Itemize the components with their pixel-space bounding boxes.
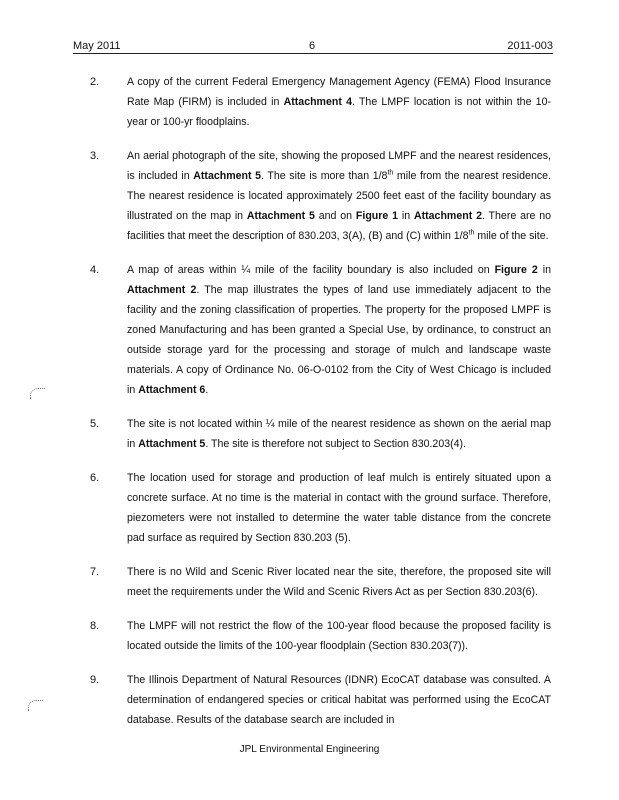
hole-punch-mark	[30, 388, 45, 399]
list-item	[0, 414, 619, 454]
figure-reference: Figure 1	[355, 210, 399, 222]
item-text: The Illinois Department of Natural Resources (IDNR) EcoCAT database was consulted. A determination of endangered species or critical habitat was performed using the EcoCAT database. Results of the database search are included in	[127, 674, 551, 726]
item-number: 4.	[90, 264, 100, 276]
header-page-number: 6	[309, 40, 316, 52]
item-text: There is no Wild and Scenic River located near the site, therefore, the proposed site will meet the requirements under the Wild and Scenic Rivers Act as per Section 830.203(6).	[127, 566, 551, 598]
item-number: 9.	[90, 674, 100, 686]
item-number: 6.	[90, 472, 100, 484]
header-rule	[73, 53, 553, 54]
item-text: The location used for storage and production of leaf mulch is entirely situated upon a concrete surface. At no time is the material in contact with the ground surface. Therefore, piezometers were not installed to determine the water table distance from the concrete pad surface as required by Section 830.203 (5).	[127, 472, 551, 544]
attachment-reference: Attachment 2	[413, 210, 482, 222]
item-number: 3.	[90, 150, 100, 162]
item-text: The LMPF will not restrict the flow of the 100-year flood because the proposed facility is located outside the limits of the 100-year floodplain (Section 830.203(7)).	[127, 620, 551, 652]
list-item	[0, 468, 619, 548]
attachment-reference: Attachment 4	[283, 96, 352, 108]
header-date: May 2011	[73, 40, 121, 52]
list-item	[0, 72, 619, 132]
figure-reference: Figure 2	[494, 264, 538, 276]
list-item	[0, 260, 619, 400]
item-text: An aerial photograph of the site, showing the proposed LMPF and the nearest residences, is included in Attachment 5. The site is more than 1/8th mile from the nearest residence. The nearest residence is located approximately 2500 feet east of the facility boundary as illustrated on the map in Attachment 5 and on Figure 1 in Attachment 2. There are no facilities that meet the description of 830.203, 3(A), (B) and (C) within 1/8th mile of the site.	[127, 150, 552, 242]
numbered-list	[0, 72, 619, 744]
attachment-reference: Attachment 5	[138, 438, 206, 450]
page-header	[73, 40, 553, 56]
attachment-reference: Attachment 2	[127, 284, 197, 296]
item-text: The site is not located within ¼ mile of the nearest residence as shown on the aerial map in Attachment 5. The site is therefore not subject to Section 830.203(4).	[127, 418, 551, 450]
item-number: 8.	[90, 620, 100, 632]
list-item	[0, 146, 619, 246]
item-number: 5.	[90, 418, 100, 430]
header-doc-id: 2011-003	[507, 40, 553, 52]
page-footer: JPL Environmental Engineering	[239, 744, 380, 755]
list-item	[0, 670, 619, 730]
attachment-reference: Attachment 5	[193, 170, 262, 182]
item-number: 2.	[90, 76, 100, 88]
attachment-reference: Attachment 5	[246, 210, 315, 222]
attachment-reference: Attachment 6	[138, 384, 206, 396]
item-number: 7.	[90, 566, 100, 578]
hole-punch-mark	[28, 700, 43, 711]
list-item	[0, 562, 619, 602]
item-text: A map of areas within ¼ mile of the facility boundary is also included on Figure 2 in Attachment 2. The map illustrates the types of land use immediately adjacent to the facility and the zoning classification of properties. The property for the proposed LMPF is zoned Manufacturing and has been granted a Special Use, by ordinance, to construct an outside storage yard for the processing and storage of mulch and landscape waste materials. A copy of Ordinance No. 06-O-0102 from the City of West Chicago is included in Attachment 6.	[127, 264, 551, 396]
list-item	[0, 616, 619, 656]
item-text: A copy of the current Federal Emergency Management Agency (FEMA) Flood Insurance Rate Map (FIRM) is included in Attachment 4. The LMPF location is not within the 10-year or 100-yr floodplains.	[127, 76, 551, 128]
